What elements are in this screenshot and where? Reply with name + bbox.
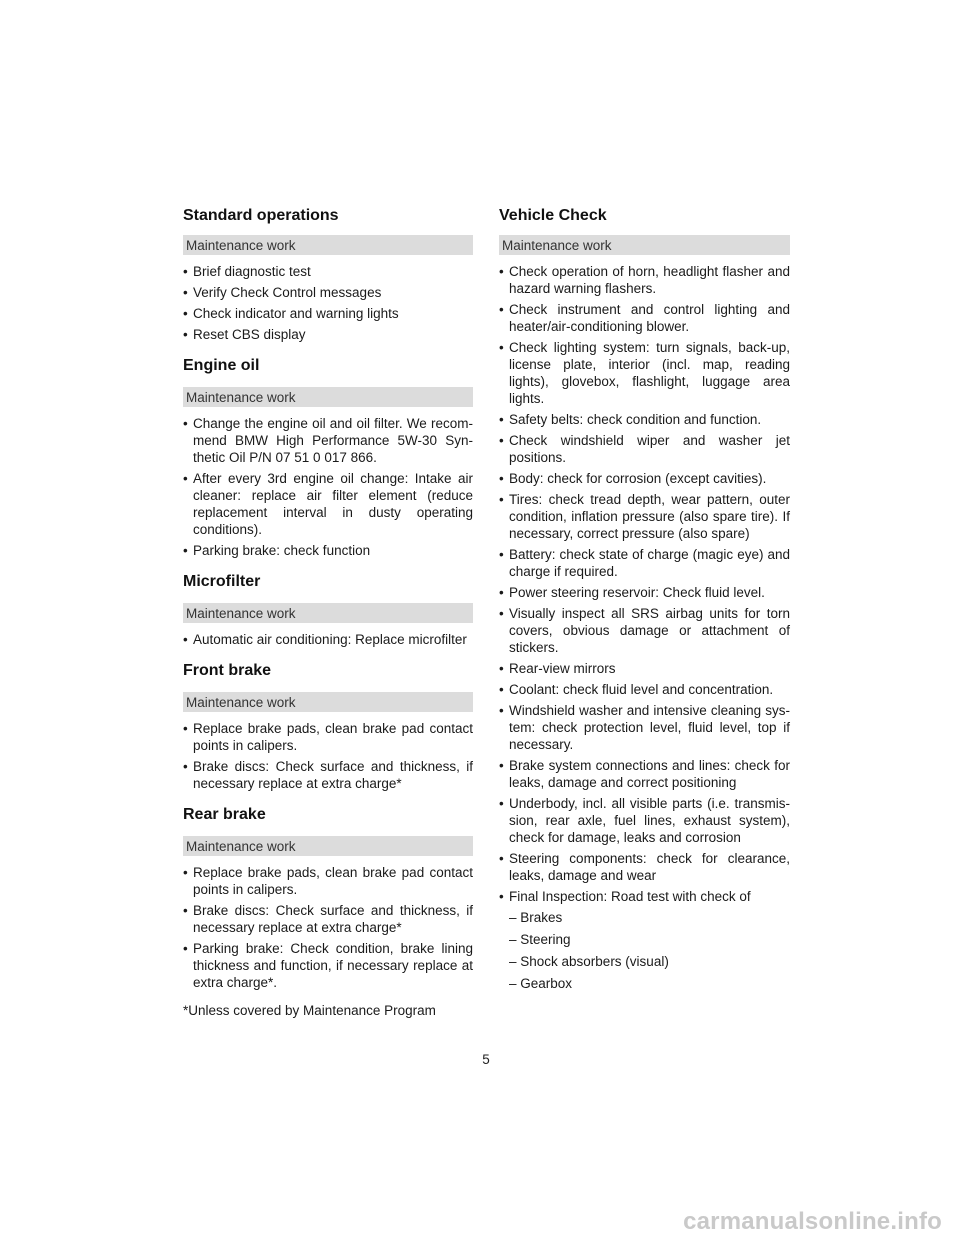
section-rear-brake	[183, 803, 473, 991]
maintenance-work-bar: Maintenance work	[499, 235, 790, 255]
right-column	[499, 204, 790, 1003]
item-list	[499, 263, 790, 992]
list-item: • Check operation of horn, headlight flasher and hazard warning flashers.	[499, 264, 790, 296]
section-standard-operations	[183, 204, 473, 343]
section-title: Engine oil	[183, 357, 260, 374]
list-item: • Power steering reservoir: Check fluid level.	[499, 585, 765, 600]
list-item: • Verify Check Control messages	[183, 285, 382, 300]
section-microfilter	[183, 570, 473, 648]
section-title: Vehicle Check	[499, 207, 607, 224]
list-item: • Check lighting system: turn signals, back-up, license plate, interior (incl. map, reading lights), glovebox, flashlight, luggage area lights.	[499, 340, 790, 406]
maintenance-work-bar: Maintenance work	[183, 836, 473, 856]
item-list	[183, 631, 473, 648]
list-item: • Tires: check tread depth, wear pattern, outer condition, inflation pressure (also spare tire). If necessary, correct pressure (also spare)	[499, 492, 790, 541]
maintenance-work-bar: Maintenance work	[183, 387, 473, 407]
maintenance-work-bar: Maintenance work	[183, 235, 473, 255]
list-item: • Automatic air conditioning: Replace microfilter	[183, 632, 467, 647]
section-vehicle-check	[499, 204, 790, 992]
list-item: • Reset CBS display	[183, 327, 306, 342]
list-item: • Final Inspection: Road test with check of	[499, 889, 751, 904]
list-item: • Brake system connections and lines: check for leaks, damage and correct positioning	[499, 758, 790, 790]
list-item: • Replace brake pads, clean brake pad contact points in calipers.	[183, 721, 473, 753]
list-item: • Parking brake: Check condition, brake lining thickness and function, if necessary replace at extra charge*.	[183, 941, 473, 990]
section-title: Rear brake	[183, 806, 266, 823]
item-list	[183, 263, 473, 343]
list-item: • Windshield washer and intensive cleaning sys-tem: check protection level, fluid level, top if necessary.	[499, 703, 790, 752]
item-list	[183, 720, 473, 792]
left-column	[183, 204, 473, 1019]
list-item: • Coolant: check fluid level and concentration.	[499, 682, 774, 697]
list-item: • Replace brake pads, clean brake pad contact points in calipers.	[183, 865, 473, 897]
section-front-brake	[183, 659, 473, 792]
section-title: Front brake	[183, 662, 272, 679]
sub-item: – Brakes	[509, 910, 563, 925]
section-engine-oil	[183, 354, 473, 559]
list-item: • Rear-view mirrors	[499, 661, 616, 676]
item-list	[183, 864, 473, 991]
list-item: • Underbody, incl. all visible parts (i.e. transmis-sion, rear axle, fuel lines, exhaust system), check for damage, leaks and corrosion	[499, 796, 790, 845]
list-item: • Brake discs: Check surface and thickness, if necessary replace at extra charge*	[183, 903, 473, 935]
sub-item: – Shock absorbers (visual)	[509, 954, 669, 969]
section-title: Microfilter	[183, 573, 261, 590]
list-item: • Check indicator and warning lights	[183, 306, 399, 321]
section-title: Standard operations	[183, 207, 339, 224]
list-item: • Safety belts: check condition and function.	[499, 412, 762, 427]
maintenance-work-bar: Maintenance work	[183, 603, 473, 623]
list-item: • Check windshield wiper and washer jet positions.	[499, 433, 790, 465]
maintenance-work-bar: Maintenance work	[183, 692, 473, 712]
list-item: • Battery: check state of charge (magic eye) and charge if required.	[499, 547, 790, 579]
sub-item: – Steering	[509, 932, 571, 947]
watermark: carmanualsonline.info	[683, 1208, 942, 1235]
list-item: • Body: check for corrosion (except cavities).	[499, 471, 767, 486]
list-item: • Check instrument and control lighting and heater/air-conditioning blower.	[499, 302, 790, 334]
item-list	[183, 415, 473, 559]
list-item: • Parking brake: check function	[183, 543, 371, 558]
sub-item: – Gearbox	[509, 976, 573, 991]
list-item: • Brief diagnostic test	[183, 264, 311, 279]
list-item: • Brake discs: Check surface and thickness, if necessary replace at extra charge*	[183, 759, 473, 791]
list-item: • Steering components: check for clearance, leaks, damage and wear	[499, 851, 790, 883]
list-item: • After every 3rd engine oil change: Intake air cleaner: replace air filter element (reduce replacement interval in dusty operating conditions).	[183, 471, 473, 537]
page-number: 5	[482, 1052, 490, 1067]
footnote: *Unless covered by Maintenance Program	[183, 1003, 436, 1018]
list-item: • Change the engine oil and oil filter. We recom-mend BMW High Performance 5W-30 Syn-thetic Oil P/N 07 51 0 017 866.	[183, 416, 473, 465]
list-item: • Visually inspect all SRS airbag units for torn covers, obvious damage or attachment of stickers.	[499, 606, 790, 655]
